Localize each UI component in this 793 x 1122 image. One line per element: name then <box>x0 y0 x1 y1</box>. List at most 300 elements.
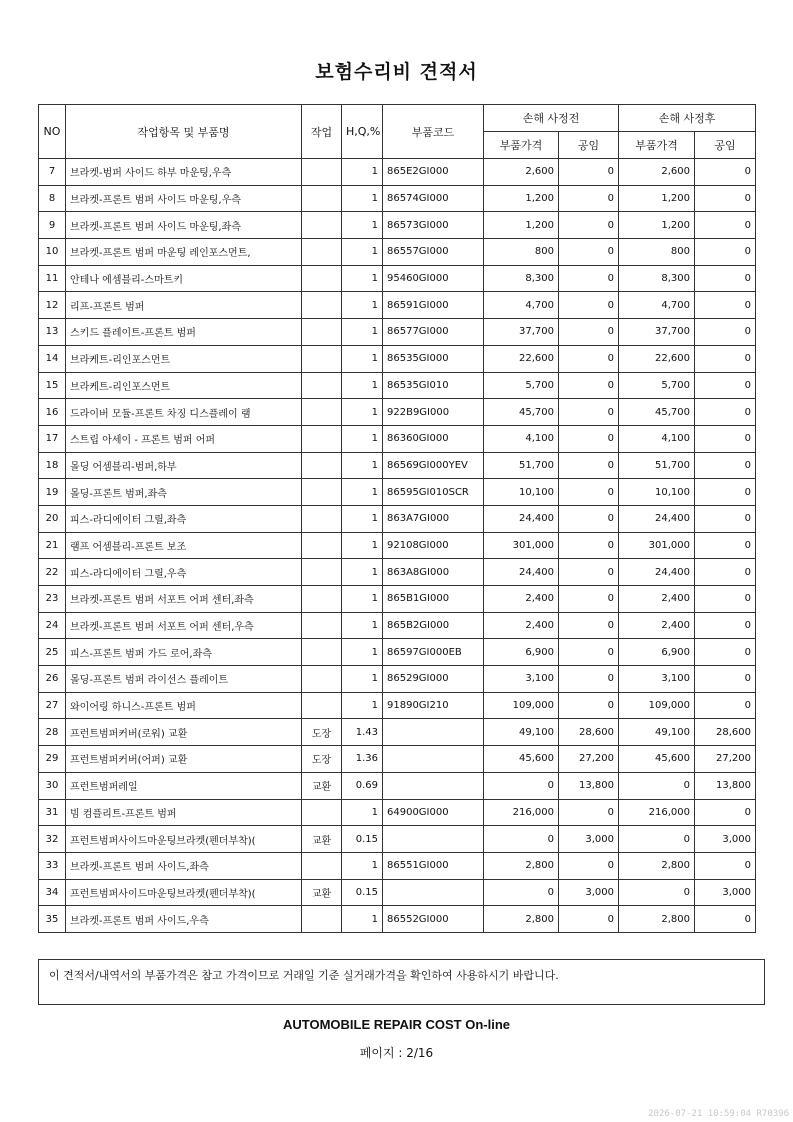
cell-after-part-price: 6,900 <box>619 639 695 666</box>
cell-after-labor: 0 <box>695 319 756 346</box>
cell-hq: 1 <box>342 639 383 666</box>
cell-item-name: 브라케트-리인포스먼트 <box>66 345 302 372</box>
cell-no: 29 <box>39 746 66 773</box>
cell-before-part-price: 8,300 <box>484 265 559 292</box>
table-row <box>39 345 756 372</box>
cell-after-part-price: 4,700 <box>619 292 695 319</box>
cell-after-labor: 0 <box>695 532 756 559</box>
cell-item-name: 피스-프론트 범퍼 가드 로어,좌측 <box>66 639 302 666</box>
cell-part-code: 86595GI010SCR <box>383 479 484 506</box>
header-code: 부품코드 <box>383 105 484 159</box>
cell-work <box>302 906 342 933</box>
cell-before-labor: 0 <box>559 559 619 586</box>
cell-hq: 1 <box>342 239 383 266</box>
cell-after-part-price: 0 <box>619 879 695 906</box>
cell-hq: 1 <box>342 505 383 532</box>
cell-after-labor: 0 <box>695 159 756 186</box>
cell-hq: 1 <box>342 319 383 346</box>
cell-no: 19 <box>39 479 66 506</box>
cell-before-labor: 3,000 <box>559 826 619 853</box>
header-before-part-price: 부품가격 <box>484 132 559 159</box>
cell-hq: 1 <box>342 345 383 372</box>
cell-after-part-price: 0 <box>619 772 695 799</box>
cell-work: 교환 <box>302 826 342 853</box>
cell-after-part-price: 2,400 <box>619 612 695 639</box>
cell-item-name: 브라켓-프론트 범퍼 서포트 어퍼 센터,우측 <box>66 612 302 639</box>
cell-before-labor: 0 <box>559 452 619 479</box>
cell-work <box>302 692 342 719</box>
cell-before-labor: 0 <box>559 265 619 292</box>
header-hq: H,Q,% <box>342 105 383 159</box>
cell-after-labor: 13,800 <box>695 772 756 799</box>
cell-item-name: 리프-프론트 범퍼 <box>66 292 302 319</box>
cell-item-name: 브라켓-프론트 범퍼 사이드,좌측 <box>66 852 302 879</box>
cell-part-code <box>383 719 484 746</box>
cell-no: 25 <box>39 639 66 666</box>
table-row <box>39 666 756 693</box>
cell-after-labor: 0 <box>695 265 756 292</box>
table-row <box>39 639 756 666</box>
cell-before-labor: 0 <box>559 239 619 266</box>
cell-after-part-price: 49,100 <box>619 719 695 746</box>
cell-before-labor: 0 <box>559 639 619 666</box>
cell-item-name: 몰딩-프론트 범퍼,좌측 <box>66 479 302 506</box>
table-row <box>39 772 756 799</box>
table-row <box>39 559 756 586</box>
cell-part-code: 86577GI000 <box>383 319 484 346</box>
cell-no: 34 <box>39 879 66 906</box>
cell-after-labor: 0 <box>695 666 756 693</box>
cell-item-name: 빔 컴플리트-프론트 범퍼 <box>66 799 302 826</box>
cell-after-labor: 3,000 <box>695 826 756 853</box>
cell-hq: 1 <box>342 159 383 186</box>
cell-no: 35 <box>39 906 66 933</box>
cell-no: 17 <box>39 425 66 452</box>
cell-part-code: 86552GI000 <box>383 906 484 933</box>
cell-before-part-price: 37,700 <box>484 319 559 346</box>
cell-after-part-price: 0 <box>619 826 695 853</box>
cell-no: 27 <box>39 692 66 719</box>
header-work: 작업 <box>302 105 342 159</box>
cell-before-labor: 0 <box>559 586 619 613</box>
cell-part-code <box>383 746 484 773</box>
cell-item-name: 프런트범퍼사이드마운팅브라켓(펜더부착)( <box>66 879 302 906</box>
cell-after-part-price: 10,100 <box>619 479 695 506</box>
cell-after-labor: 3,000 <box>695 879 756 906</box>
cell-work <box>302 666 342 693</box>
cell-after-part-price: 5,700 <box>619 372 695 399</box>
cell-hq: 0.15 <box>342 879 383 906</box>
cell-before-labor: 0 <box>559 692 619 719</box>
cell-before-part-price: 3,100 <box>484 666 559 693</box>
header-after-part-price: 부품가격 <box>619 132 695 159</box>
cell-no: 31 <box>39 799 66 826</box>
cell-before-labor: 0 <box>559 185 619 212</box>
cell-before-part-price: 4,700 <box>484 292 559 319</box>
table-row <box>39 452 756 479</box>
cell-work <box>302 505 342 532</box>
header-before-labor: 공임 <box>559 132 619 159</box>
cell-after-part-price: 37,700 <box>619 319 695 346</box>
table-row <box>39 319 756 346</box>
cell-before-part-price: 1,200 <box>484 185 559 212</box>
table-body <box>39 159 756 933</box>
notice-box <box>38 959 765 1005</box>
cell-after-part-price: 2,800 <box>619 906 695 933</box>
cell-after-part-price: 24,400 <box>619 559 695 586</box>
table-row <box>39 185 756 212</box>
cell-after-labor: 0 <box>695 612 756 639</box>
cell-before-part-price: 301,000 <box>484 532 559 559</box>
cell-no: 14 <box>39 345 66 372</box>
cell-item-name: 브라켓-프론트 범퍼 사이드 마운팅,우측 <box>66 185 302 212</box>
cell-no: 18 <box>39 452 66 479</box>
cell-work: 교환 <box>302 879 342 906</box>
cell-part-code <box>383 879 484 906</box>
table-row <box>39 265 756 292</box>
cell-hq: 1 <box>342 185 383 212</box>
cell-work <box>302 372 342 399</box>
cell-work <box>302 532 342 559</box>
cell-after-labor: 0 <box>695 399 756 426</box>
cell-before-labor: 3,000 <box>559 879 619 906</box>
cell-before-part-price: 5,700 <box>484 372 559 399</box>
cell-before-part-price: 24,400 <box>484 505 559 532</box>
cell-after-part-price: 45,700 <box>619 399 695 426</box>
table-row <box>39 586 756 613</box>
cell-after-labor: 28,600 <box>695 719 756 746</box>
header-before: 손해 사정전 <box>484 105 619 132</box>
cell-before-part-price: 2,600 <box>484 159 559 186</box>
table-row <box>39 826 756 853</box>
estimate-table <box>38 104 756 933</box>
cell-hq: 0.15 <box>342 826 383 853</box>
cell-part-code: 865E2GI000 <box>383 159 484 186</box>
cell-no: 22 <box>39 559 66 586</box>
cell-after-part-price: 1,200 <box>619 185 695 212</box>
cell-before-part-price: 800 <box>484 239 559 266</box>
cell-no: 9 <box>39 212 66 239</box>
cell-before-labor: 0 <box>559 399 619 426</box>
cell-part-code: 95460GI000 <box>383 265 484 292</box>
cell-before-part-price: 2,800 <box>484 852 559 879</box>
cell-work <box>302 612 342 639</box>
cell-hq: 1 <box>342 559 383 586</box>
cell-before-labor: 0 <box>559 479 619 506</box>
cell-hq: 1.43 <box>342 719 383 746</box>
cell-after-labor: 0 <box>695 852 756 879</box>
cell-part-code: 86551GI000 <box>383 852 484 879</box>
cell-after-labor: 0 <box>695 212 756 239</box>
cell-after-labor: 0 <box>695 639 756 666</box>
cell-after-labor: 0 <box>695 479 756 506</box>
cell-hq: 1 <box>342 612 383 639</box>
cell-before-part-price: 0 <box>484 772 559 799</box>
cell-part-code: 86535GI000 <box>383 345 484 372</box>
cell-before-part-price: 10,100 <box>484 479 559 506</box>
cell-before-part-price: 4,100 <box>484 425 559 452</box>
table-row <box>39 879 756 906</box>
cell-before-labor: 0 <box>559 799 619 826</box>
cell-item-name: 스키드 플레이트-프론트 범퍼 <box>66 319 302 346</box>
cell-before-labor: 27,200 <box>559 746 619 773</box>
cell-part-code: 86573GI000 <box>383 212 484 239</box>
cell-item-name: 피스-라디에이터 그릴,좌측 <box>66 505 302 532</box>
cell-before-part-price: 216,000 <box>484 799 559 826</box>
cell-work <box>302 452 342 479</box>
cell-item-name: 브라켓-범퍼 사이드 하부 마운팅,우측 <box>66 159 302 186</box>
cell-after-part-price: 216,000 <box>619 799 695 826</box>
table-row <box>39 505 756 532</box>
cell-item-name: 프런트범퍼커버(로워) 교환 <box>66 719 302 746</box>
table-row <box>39 372 756 399</box>
cell-before-part-price: 2,400 <box>484 612 559 639</box>
cell-work <box>302 479 342 506</box>
cell-work <box>302 852 342 879</box>
cell-before-labor: 0 <box>559 532 619 559</box>
cell-no: 10 <box>39 239 66 266</box>
table-row <box>39 746 756 773</box>
cell-item-name: 브라켓-프론트 범퍼 마운팅 레인포스먼트, <box>66 239 302 266</box>
cell-work <box>302 345 342 372</box>
header-no: NO <box>39 105 66 159</box>
cell-no: 30 <box>39 772 66 799</box>
cell-before-labor: 0 <box>559 505 619 532</box>
cell-before-part-price: 49,100 <box>484 719 559 746</box>
cell-before-labor: 0 <box>559 906 619 933</box>
cell-after-part-price: 2,400 <box>619 586 695 613</box>
cell-hq: 1 <box>342 799 383 826</box>
cell-item-name: 브라켓-프론트 범퍼 사이드 마운팅,좌측 <box>66 212 302 239</box>
cell-after-labor: 0 <box>695 345 756 372</box>
cell-item-name: 프런트범퍼사이드마운팅브라켓(펜더부착)( <box>66 826 302 853</box>
cell-after-part-price: 109,000 <box>619 692 695 719</box>
cell-part-code: 91890GI210 <box>383 692 484 719</box>
cell-hq: 1.36 <box>342 746 383 773</box>
cell-no: 20 <box>39 505 66 532</box>
cell-part-code: 865B2GI000 <box>383 612 484 639</box>
cell-no: 15 <box>39 372 66 399</box>
cell-work: 교환 <box>302 772 342 799</box>
cell-no: 24 <box>39 612 66 639</box>
cell-part-code: 863A7GI000 <box>383 505 484 532</box>
cell-no: 21 <box>39 532 66 559</box>
cell-after-labor: 0 <box>695 425 756 452</box>
cell-after-labor: 0 <box>695 692 756 719</box>
cell-after-part-price: 8,300 <box>619 265 695 292</box>
cell-before-part-price: 6,900 <box>484 639 559 666</box>
cell-hq: 1 <box>342 452 383 479</box>
cell-work <box>302 559 342 586</box>
cell-item-name: 안테나 에셈블리-스마트키 <box>66 265 302 292</box>
cell-item-name: 스트립 아세이 - 프론트 범퍼 어퍼 <box>66 425 302 452</box>
cell-after-labor: 0 <box>695 586 756 613</box>
table-row <box>39 425 756 452</box>
cell-part-code: 86574GI000 <box>383 185 484 212</box>
cell-before-part-price: 2,400 <box>484 586 559 613</box>
cell-before-labor: 0 <box>559 612 619 639</box>
cell-after-labor: 0 <box>695 799 756 826</box>
cell-no: 16 <box>39 399 66 426</box>
cell-after-part-price: 4,100 <box>619 425 695 452</box>
cell-no: 32 <box>39 826 66 853</box>
cell-part-code: 86569GI000YEV <box>383 452 484 479</box>
table-row <box>39 692 756 719</box>
cell-no: 13 <box>39 319 66 346</box>
cell-part-code: 863A8GI000 <box>383 559 484 586</box>
cell-part-code: 86597GI000EB <box>383 639 484 666</box>
cell-before-labor: 13,800 <box>559 772 619 799</box>
cell-work <box>302 399 342 426</box>
timestamp: 2026-07-21 10:59:04 R70396 <box>648 1109 789 1119</box>
cell-work: 도장 <box>302 746 342 773</box>
cell-hq: 1 <box>342 586 383 613</box>
cell-item-name: 드라이버 모듈-프론트 차징 디스플레이 램 <box>66 399 302 426</box>
cell-part-code: 86591GI000 <box>383 292 484 319</box>
cell-after-labor: 0 <box>695 239 756 266</box>
table-row <box>39 799 756 826</box>
cell-after-part-price: 1,200 <box>619 212 695 239</box>
cell-item-name: 브라켓-프론트 범퍼 서포트 어퍼 센터,좌측 <box>66 586 302 613</box>
cell-before-part-price: 0 <box>484 826 559 853</box>
cell-part-code <box>383 826 484 853</box>
cell-no: 23 <box>39 586 66 613</box>
cell-no: 28 <box>39 719 66 746</box>
cell-before-part-price: 1,200 <box>484 212 559 239</box>
cell-work <box>302 586 342 613</box>
header-item: 작업항목 및 부품명 <box>66 105 302 159</box>
cell-after-part-price: 301,000 <box>619 532 695 559</box>
footer-brand: AUTOMOBILE REPAIR COST On-line <box>282 1017 511 1032</box>
cell-after-part-price: 24,400 <box>619 505 695 532</box>
cell-before-part-price: 51,700 <box>484 452 559 479</box>
cell-hq: 1 <box>342 692 383 719</box>
cell-hq: 1 <box>342 532 383 559</box>
cell-after-labor: 0 <box>695 292 756 319</box>
cell-item-name: 브라켓-프론트 범퍼 사이드,우측 <box>66 906 302 933</box>
cell-hq: 1 <box>342 292 383 319</box>
cell-work <box>302 319 342 346</box>
cell-before-part-price: 0 <box>484 879 559 906</box>
cell-after-labor: 0 <box>695 452 756 479</box>
cell-part-code: 922B9GI000 <box>383 399 484 426</box>
cell-no: 26 <box>39 666 66 693</box>
cell-before-labor: 0 <box>559 852 619 879</box>
cell-after-part-price: 2,600 <box>619 159 695 186</box>
header-after-labor: 공임 <box>695 132 756 159</box>
cell-work <box>302 239 342 266</box>
cell-before-part-price: 24,400 <box>484 559 559 586</box>
cell-part-code: 86535GI010 <box>383 372 484 399</box>
cell-after-part-price: 3,100 <box>619 666 695 693</box>
cell-after-part-price: 22,600 <box>619 345 695 372</box>
cell-after-labor: 27,200 <box>695 746 756 773</box>
cell-no: 7 <box>39 159 66 186</box>
cell-before-part-price: 45,700 <box>484 399 559 426</box>
cell-hq: 1 <box>342 399 383 426</box>
cell-after-labor: 0 <box>695 505 756 532</box>
cell-hq: 1 <box>342 479 383 506</box>
cell-item-name: 램프 어셈블리-프론트 보조 <box>66 532 302 559</box>
cell-part-code: 86529GI000 <box>383 666 484 693</box>
cell-before-labor: 0 <box>559 345 619 372</box>
cell-item-name: 프런트범퍼레일 <box>66 772 302 799</box>
cell-before-labor: 28,600 <box>559 719 619 746</box>
table-row <box>39 479 756 506</box>
table-row <box>39 212 756 239</box>
cell-part-code: 64900GI000 <box>383 799 484 826</box>
cell-part-code: 92108GI000 <box>383 532 484 559</box>
cell-item-name: 브라케트-리인포스먼트 <box>66 372 302 399</box>
cell-work <box>302 799 342 826</box>
cell-after-part-price: 45,600 <box>619 746 695 773</box>
cell-part-code <box>383 772 484 799</box>
cell-no: 12 <box>39 292 66 319</box>
cell-before-labor: 0 <box>559 319 619 346</box>
cell-after-labor: 0 <box>695 185 756 212</box>
cell-before-part-price: 45,600 <box>484 746 559 773</box>
table-row <box>39 399 756 426</box>
table-row <box>39 612 756 639</box>
cell-item-name: 피스-라디에이터 그릴,우측 <box>66 559 302 586</box>
table-row <box>39 906 756 933</box>
cell-no: 11 <box>39 265 66 292</box>
table-row <box>39 292 756 319</box>
cell-before-labor: 0 <box>559 212 619 239</box>
table-row <box>39 719 756 746</box>
cell-hq: 0.69 <box>342 772 383 799</box>
cell-work <box>302 185 342 212</box>
cell-hq: 1 <box>342 265 383 292</box>
table-row <box>39 852 756 879</box>
cell-after-part-price: 51,700 <box>619 452 695 479</box>
cell-work <box>302 265 342 292</box>
cell-no: 33 <box>39 852 66 879</box>
cell-hq: 1 <box>342 425 383 452</box>
cell-before-part-price: 2,800 <box>484 906 559 933</box>
table-row <box>39 159 756 186</box>
header-after: 손해 사정후 <box>619 105 756 132</box>
cell-before-labor: 0 <box>559 159 619 186</box>
cell-work <box>302 292 342 319</box>
page-number: 페이지 : 2/16 <box>359 1046 434 1060</box>
cell-item-name: 몰딩 어셈블리-범퍼,하부 <box>66 452 302 479</box>
cell-before-part-price: 22,600 <box>484 345 559 372</box>
page-title: 보험수리비 견적서 <box>315 61 478 83</box>
cell-part-code: 86360GI000 <box>383 425 484 452</box>
cell-item-name: 몰딩-프론트 범퍼 라이선스 플레이트 <box>66 666 302 693</box>
cell-before-labor: 0 <box>559 372 619 399</box>
notice-text: 이 견적서/내역서의 부품가격은 참고 가격이므로 거래일 기준 실거래가격을 확인하여 사용하시기 바랍니다. <box>49 969 559 982</box>
table-row <box>39 532 756 559</box>
cell-before-labor: 0 <box>559 425 619 452</box>
cell-item-name: 와이어링 하니스-프론트 범퍼 <box>66 692 302 719</box>
cell-before-labor: 0 <box>559 292 619 319</box>
cell-work <box>302 159 342 186</box>
cell-part-code: 86557GI000 <box>383 239 484 266</box>
cell-after-part-price: 2,800 <box>619 852 695 879</box>
cell-after-part-price: 800 <box>619 239 695 266</box>
cell-hq: 1 <box>342 372 383 399</box>
cell-hq: 1 <box>342 212 383 239</box>
cell-hq: 1 <box>342 666 383 693</box>
cell-part-code: 865B1GI000 <box>383 586 484 613</box>
cell-work <box>302 212 342 239</box>
cell-work <box>302 639 342 666</box>
cell-after-labor: 0 <box>695 906 756 933</box>
cell-after-labor: 0 <box>695 559 756 586</box>
cell-after-labor: 0 <box>695 372 756 399</box>
